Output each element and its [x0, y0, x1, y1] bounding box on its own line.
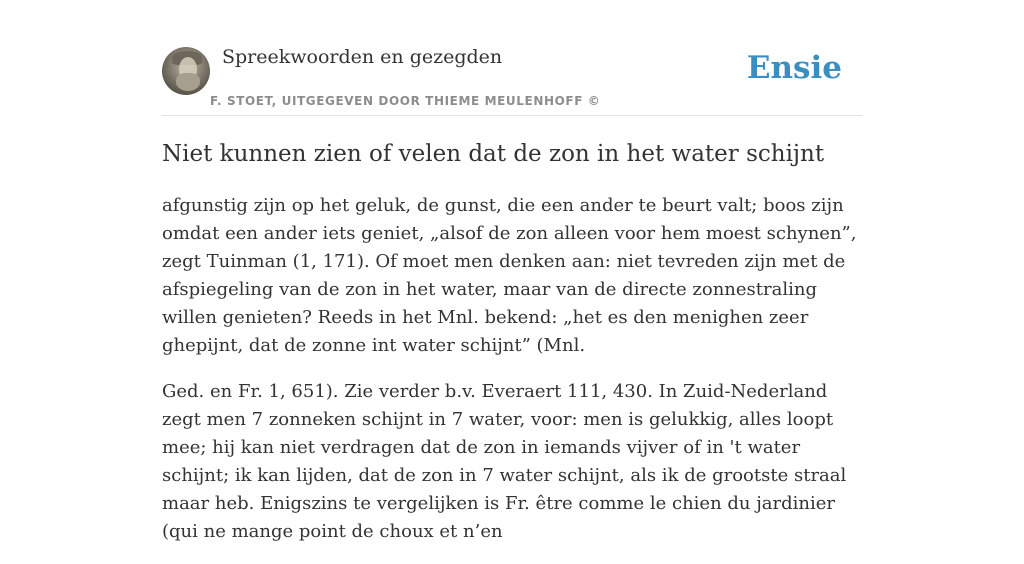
body-paragraph: Ged. en Fr. 1, 651). Zie verder b.v. Everaert 111, 430. In Zuid-Nederland zegt men 7 zonneken schijnt in 7 water, voor: men is gelukkig, alles loopt mee; hij kan niet verdragen dat de zon in iemands vijver of in 't water schijnt; ik kan lijden, dat de zon in 7 water schijnt, als ik de grootste straal maar heb. Enigszins te vergelijken is Fr. être comme le chien du jardinier (qui ne mange point de choux et n’en [162, 381, 847, 542]
body-paragraph: afgunstig zijn op het geluk, de gunst, die een ander te beurt valt; boos zijn omdat een ander iets geniet, „alsof de zon alleen voor hem moest schynen”, zegt Tuinman (1, 171). Of moet men denken aan: niet tevreden zijn met de afspiegeling van de zon in het water, maar van de directe zonnestraling willen genieten? Reeds in het Mnl. bekend: „het es den menighen zeer ghepijnt, dat de zonne int water schijnt” (Mnl. [162, 195, 857, 356]
entry-header [162, 0, 862, 116]
ensie-logo[interactable]: Ensie [746, 50, 842, 86]
entry-page [162, 0, 862, 542]
author-avatar [162, 47, 210, 95]
book-title[interactable]: Spreekwoorden en gezegden [222, 46, 503, 68]
source-credit: F. STOET, UITGEGEVEN DOOR THIEME MEULENHOFF © [210, 94, 601, 108]
entry-title: Niet kunnen zien of velen dat de zon in het water schijnt [162, 141, 825, 167]
entry-body [162, 192, 862, 564]
